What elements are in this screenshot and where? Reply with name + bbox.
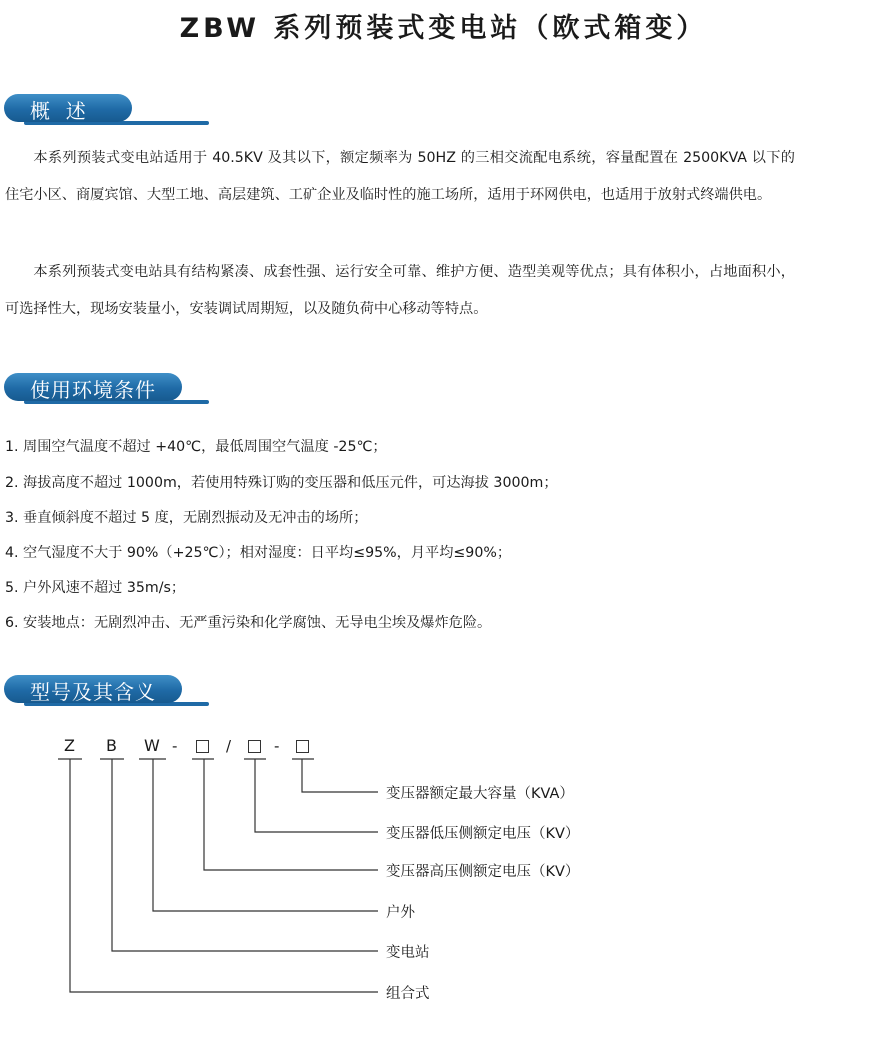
model-separator: /: [226, 737, 232, 755]
condition-item: 2. 海拔高度不超过 1000m，若使用特殊订购的变压器和低压元件，可达海拔 3000m；: [5, 475, 558, 491]
condition-item: 1. 周围空气温度不超过 +40℃，最低周围空气温度 -25℃；: [5, 439, 387, 455]
leader-line: [70, 759, 378, 992]
leader-line: [302, 759, 378, 792]
heading-text: 使用环境条件: [30, 378, 156, 402]
model-separator: -: [172, 737, 178, 755]
heading-text: 概 述: [30, 99, 87, 123]
leader-line: [255, 759, 378, 832]
meaning-item: 变压器额定最大容量（KVA）: [386, 786, 574, 802]
condition-item: 5. 户外风速不超过 35m/s；: [5, 580, 186, 596]
model-separator: -: [274, 737, 280, 755]
meaning-item: 户外: [386, 905, 415, 921]
model-letter-z: Z: [64, 736, 75, 755]
condition-item: 6. 安装地点：无剧烈冲击、无严重污染和化学腐蚀、无导电尘埃及爆炸危险。: [5, 615, 492, 631]
model-letter-b: B: [106, 736, 117, 755]
page-title: ZBW 系列预装式变电站（欧式箱变）: [179, 13, 708, 44]
meaning-item: 变电站: [386, 945, 430, 961]
meaning-item: 变压器低压侧额定电压（KV）: [386, 826, 580, 842]
overview-paragraph-1: 本系列预装式变电站适用于 40.5KV 及其以下，额定频率为 50HZ 的三相交流配电系统，容量配置在 2500KVA 以下的住宅小区、商厦宾馆、大型工地、高层建筑、工矿企业及临时性的施工场所，适用于环网供电，也适用于放射式终端供电。: [5, 150, 795, 203]
meaning-item: 组合式: [386, 986, 430, 1002]
heading-text: 型号及其含义: [30, 680, 156, 704]
meaning-item: 变压器高压侧额定电压（KV）: [386, 864, 580, 880]
leader-line: [153, 759, 378, 911]
overview-paragraph-2: 本系列预装式变电站具有结构紧凑、成套性强、运行安全可靠、维护方便、造型美观等优点；具有体积小，占地面积小，可选择性大，现场安装量小，安装调试周期短，以及随负荷中心移动等特点。: [5, 264, 795, 317]
condition-item: 3. 垂直倾斜度不超过 5 度，无剧烈振动及无冲击的场所；: [5, 510, 368, 526]
leader-line: [112, 759, 378, 951]
model-letter-w: W: [144, 736, 160, 755]
condition-item: 4. 空气湿度不大于 90%（+25℃）；相对湿度：日平均≤95%，月平均≤90%；: [5, 545, 512, 561]
leader-line: [204, 759, 378, 870]
